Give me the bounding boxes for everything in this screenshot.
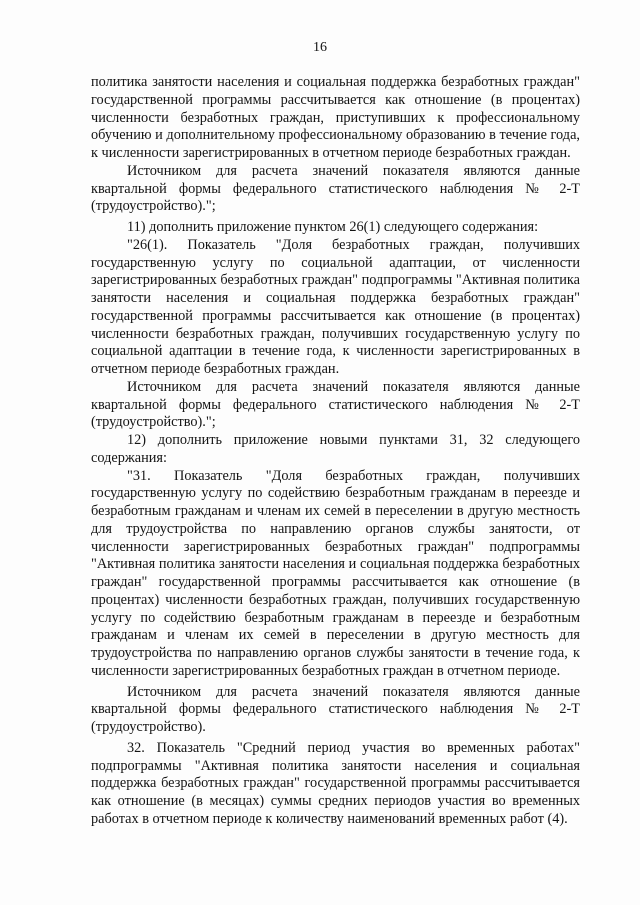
- paragraph-item-12: 12) дополнить приложение новыми пунктами 31, 32 следующего содержания:: [91, 432, 580, 466]
- paragraph-point-31: "31. Показатель "Доля безработных граждан, получивших государственную услугу по содействию безработным гражданам в переезде и безработным гражданам и членам их семей в переселении в другую местность для трудоустройства по направлению органов службы занятости, от численности зарегистрированных безработных граждан" подпрограммы "Активная политика занятости населения и социальная поддержка безработных граждан" государственной программы рассчитывается как отношение (в процентах) численности безработных граждан, получивших государственную услугу по содействию безработным гражданам в переезде и безработным гражданам и членам их семей в переселении в другую местность для трудоустройства по направлению органов службы занятости в течение года, к численности зарегистрированных безработных граждан в отчетном периоде.: [91, 467, 580, 679]
- page-number: 16: [313, 40, 327, 55]
- paragraph-source-note: Источником для расчета значений показателя являются данные квартальной формы федерального статистического наблюдения № 2-Т (трудоустройство).";: [91, 378, 580, 431]
- paragraph-source-note: Источником для расчета значений показателя являются данные квартальной формы федерального статистического наблюдения № 2-Т (трудоустройство).: [91, 683, 580, 735]
- paragraph-point-26-1: "26(1). Показатель "Доля безработных граждан, получивших государственную услугу по социальной адаптации, от численности зарегистрированных безработных граждан" подпрограммы "Активная политика занятости населения и социальная поддержка безработных граждан" государственной программы рассчитывается как отношение (в процентах) численности безработных граждан, получивших государственную услугу по социальной адаптации в течение года, к численности зарегистрированных в отчетном периоде безработных граждан.: [91, 236, 580, 377]
- paragraph-item-11: 11) дополнить приложение пунктом 26(1) следующего содержания:: [127, 219, 539, 235]
- document-body: [91, 74, 580, 829]
- paragraph-source-note: Источником для расчета значений показателя являются данные квартальной формы федерального статистического наблюдения № 2-Т (трудоустройство).";: [91, 162, 580, 215]
- paragraph-continuation: политика занятости населения и социальная поддержка безработных граждан" государственной программы рассчитывается как отношение (в процентах) численности безработных граждан, приступивших к профессиональному обучению и дополнительному профессиональному образованию в течение года, к численности зарегистрированных в отчетном периоде безработных граждан.: [91, 74, 580, 161]
- paragraph-point-32: 32. Показатель "Средний период участия во временных работах" подпрограммы "Активная политика занятости населения и социальная поддержка безработных граждан" государственной программы рассчитывается как отношение (в месяцах) суммы средних периодов участия во временных работах в отчетном периоде к количеству наименований временных работ (4).: [91, 739, 580, 827]
